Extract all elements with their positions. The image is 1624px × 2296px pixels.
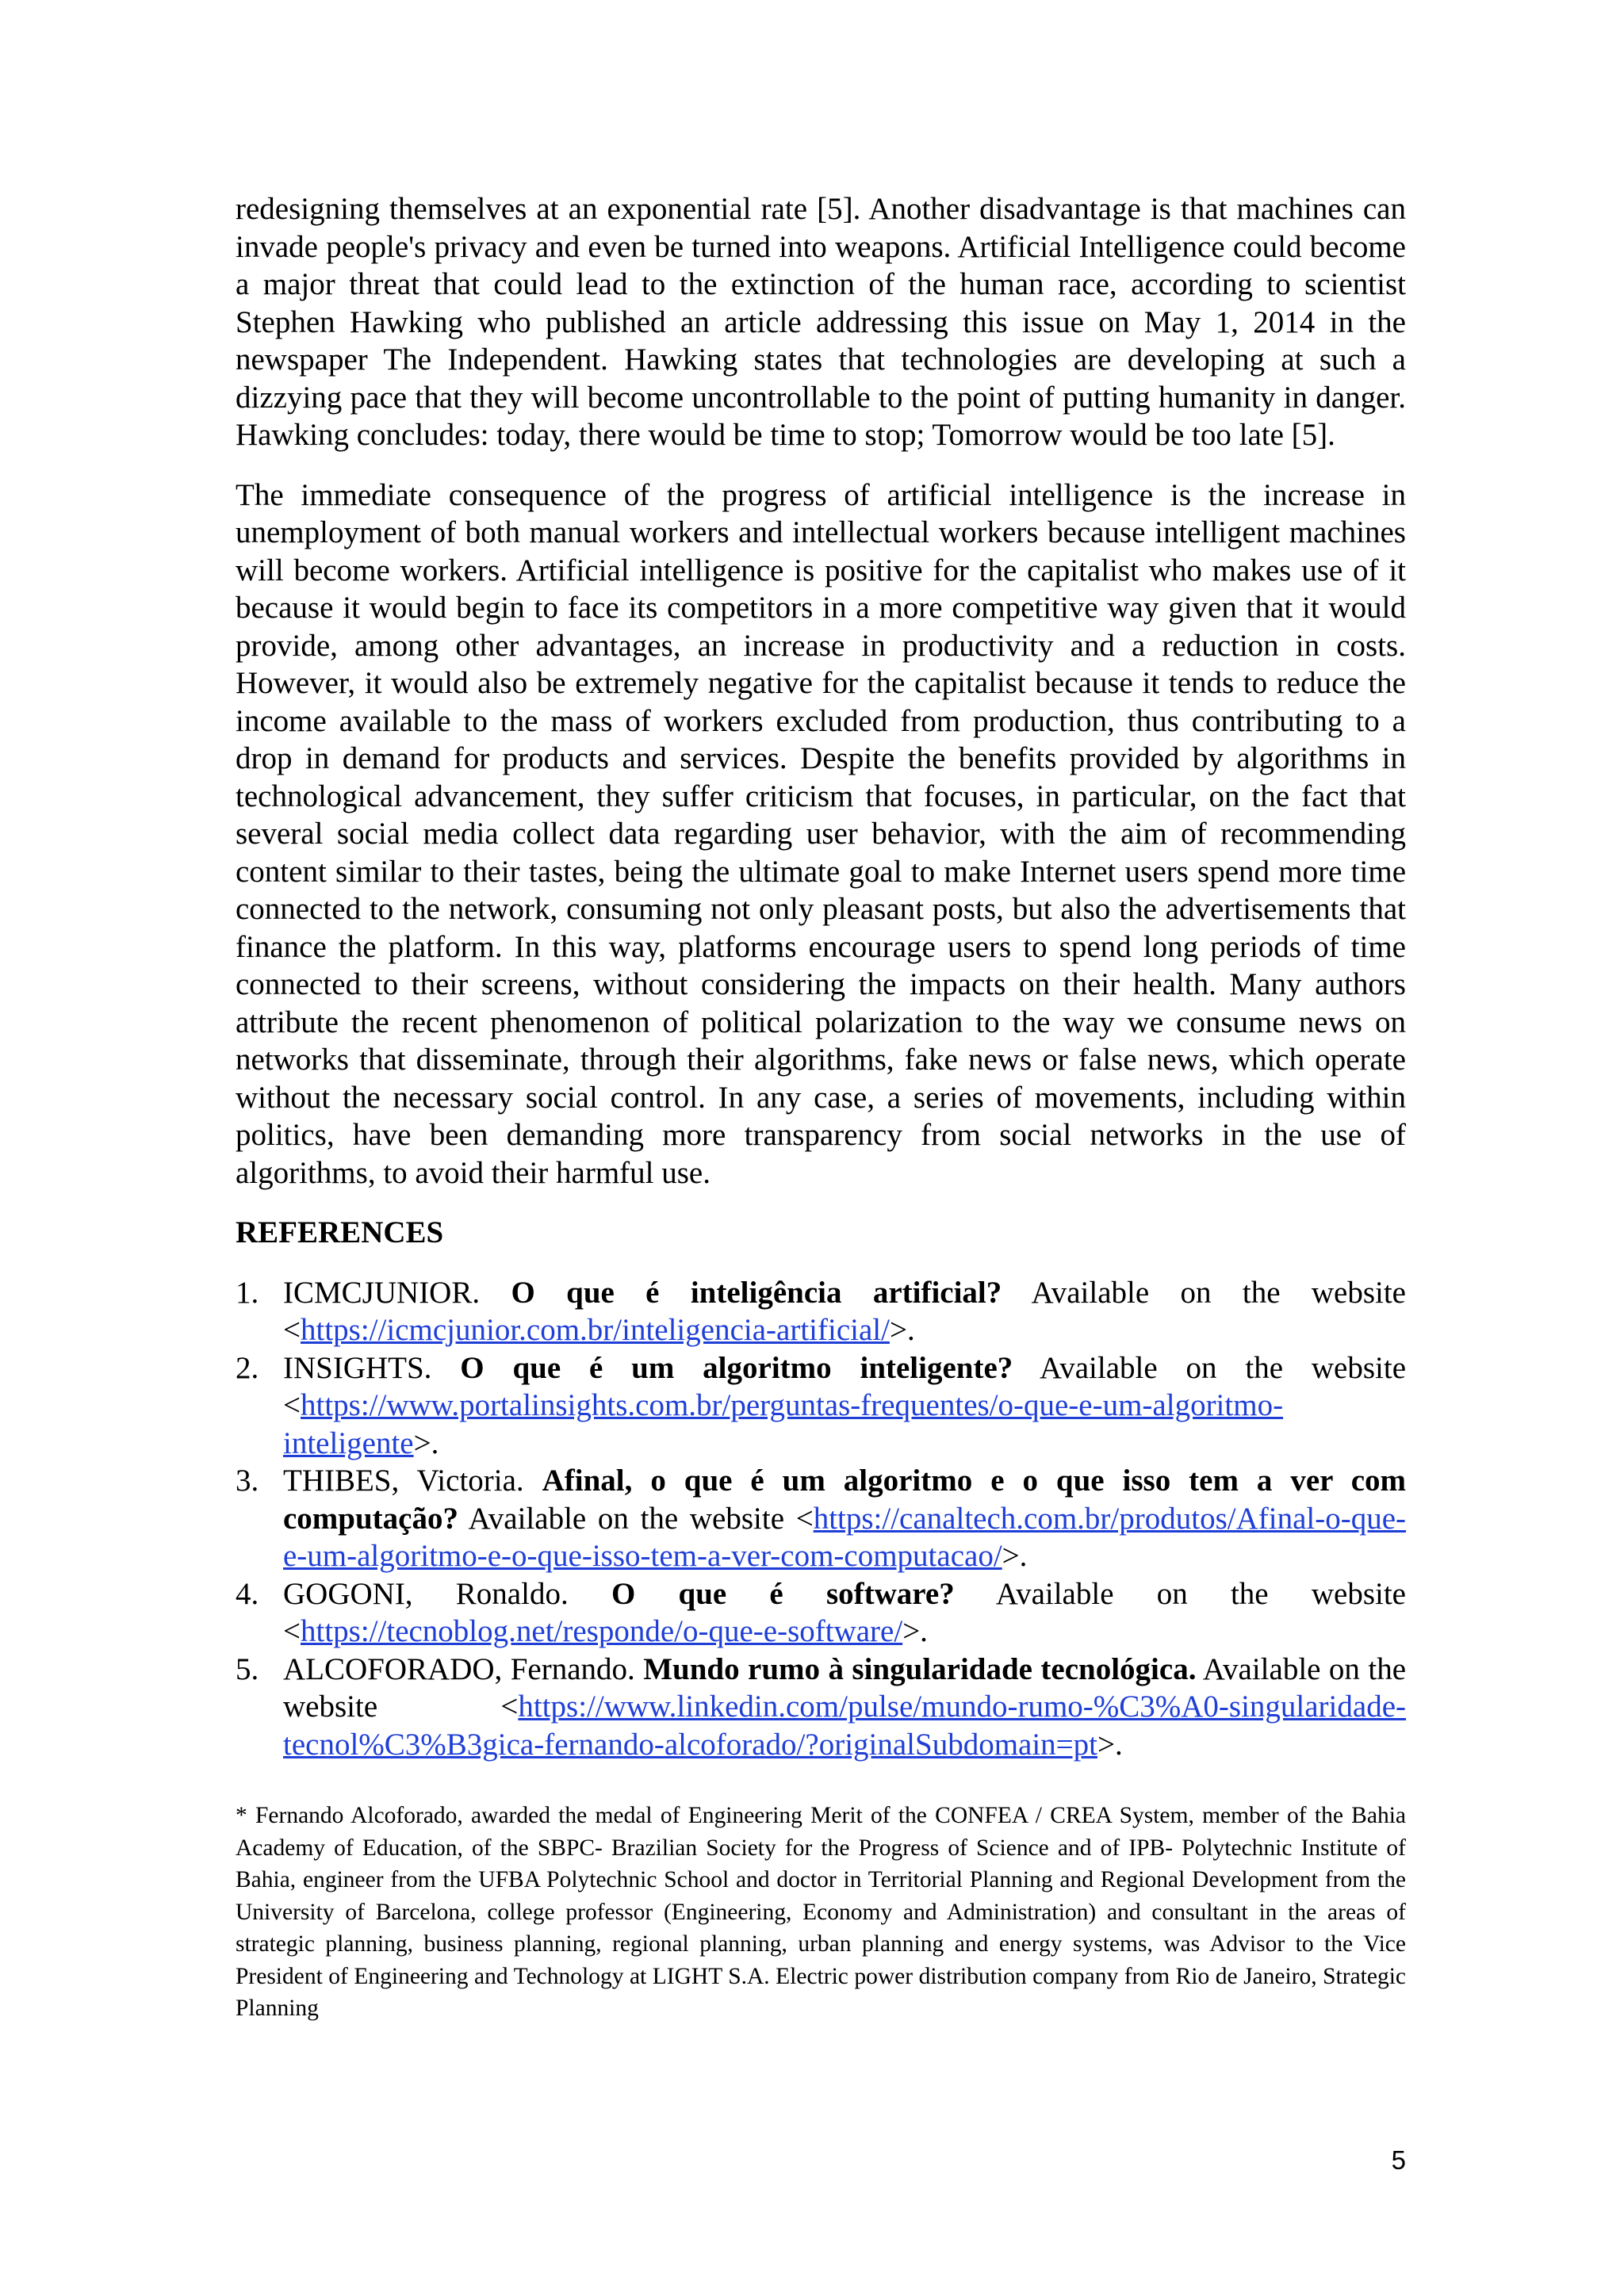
reference-link[interactable]: https://canaltech.com.br/produtos/Afinal-o-que-e-um-algoritmo-e-o-que-isso-tem-a-ver-com-computacao/ bbox=[283, 1501, 1406, 1573]
reference-item bbox=[236, 1349, 1406, 1463]
reference-end: >. bbox=[1002, 1539, 1028, 1573]
page-number: 5 bbox=[1391, 2145, 1406, 2175]
reference-title: Afinal, o que é um algoritmo e o que isso tem a ver com computação? bbox=[283, 1464, 1406, 1536]
reference-availability: Available on the website < bbox=[283, 1576, 1406, 1648]
page-content bbox=[236, 190, 1406, 2025]
reference-link[interactable]: https://www.linkedin.com/pulse/mundo-rumo-%C3%A0-singularidade-tecnol%C3%B3gica-fernando-alcoforado/?originalSubdomain=pt bbox=[283, 1689, 1406, 1762]
reference-title: O que é um algoritmo inteligente? bbox=[460, 1350, 1013, 1385]
body-paragraph: redesigning themselves at an exponential rate [5]. Another disadvantage is that machines can invade people's privacy and even be turned into weapons. Artificial Intelligence could become a major threat that could lead to the extinction of the human race, according to scientist Stephen Hawking who published an article addressing this issue on May 1, 2014 in the newspaper The Independent. Hawking states that technologies are developing at such a dizzying pace that they will become uncontrollable to the point of putting humanity in danger. Hawking concludes: today, there would be time to stop; Tomorrow would be too late [5]. bbox=[236, 192, 1406, 452]
reference-end: >. bbox=[413, 1425, 439, 1460]
reference-availability: Available on the website < bbox=[283, 1651, 1407, 1724]
reference-number: 1. bbox=[236, 1275, 259, 1310]
reference-number: 2. bbox=[236, 1350, 259, 1385]
reference-author: ALCOFORADO, Fernando. bbox=[283, 1651, 644, 1686]
reference-item bbox=[236, 1462, 1406, 1575]
reference-author: GOGONI, Ronaldo. bbox=[283, 1576, 611, 1611]
references-heading: REFERENCES bbox=[236, 1215, 444, 1249]
reference-link[interactable]: https://tecnoblog.net/responde/o-que-e-software/ bbox=[301, 1614, 903, 1648]
reference-end: >. bbox=[902, 1614, 928, 1648]
reference-list bbox=[236, 1274, 1406, 1764]
author-footnote: * Fernando Alcoforado, awarded the medal of Engineering Merit of the CONFEA / CREA System, member of the Bahia Academy of Education, of the SBPC- Brazilian Society for the Progress of Science and of IPB- Polytechnic Institute of Bahia, engineer from the UFBA Polytechnic School and doctor in Territorial Planning and Regional Development from the University of Barcelona, college professor (Engineering, Economy and Administration) and consultant in the areas of strategic planning, business planning, regional planning, urban planning and energy systems, was Advisor to the Vice President of Engineering and Technology at LIGHT S.A. Electric power distribution company from Rio de Janeiro, Strategic Planning bbox=[236, 1803, 1406, 2021]
reference-item bbox=[236, 1274, 1406, 1349]
reference-item bbox=[236, 1575, 1406, 1651]
reference-number: 5. bbox=[236, 1651, 259, 1686]
reference-title: O que é inteligência artificial? bbox=[511, 1275, 1002, 1310]
reference-author: THIBES, Victoria. bbox=[283, 1464, 542, 1498]
reference-link[interactable]: https://www.portalinsights.com.br/perguntas-frequentes/o-que-e-um-algoritmo-inteligente bbox=[283, 1388, 1284, 1460]
reference-author: INSIGHTS. bbox=[283, 1350, 461, 1385]
reference-number: 4. bbox=[236, 1576, 259, 1611]
reference-title: O que é software? bbox=[611, 1576, 955, 1611]
reference-availability: Available on the website < bbox=[283, 1350, 1407, 1422]
reference-availability: Available on the website < bbox=[283, 1275, 1406, 1347]
reference-title: Mundo rumo à singularidade tecnológica. bbox=[643, 1651, 1197, 1686]
reference-link[interactable]: https://icmcjunior.com.br/inteligencia-artificial/ bbox=[301, 1313, 890, 1347]
body-paragraph: The immediate consequence of the progress of artificial intelligence is the increase in unemployment of both manual workers and intellectual workers because intelligent machines will become workers. Artificial intelligence is positive for the capitalist who makes use of it because it would begin to face its competitors in a more competitive way given that it would provide, among other advantages, an increase in productivity and a reduction in costs. However, it would also be extremely negative for the capitalist because it tends to reduce the income available to the mass of workers excluded from production, thus contributing to a drop in demand for products and services. Despite the benefits provided by algorithms in technological advancement, they suffer criticism that focuses, in particular, on the fact that several social media collect data regarding user behavior, with the aim of recommending content similar to their tastes, being the ultimate goal to make Internet users spend more time connected to the network, consuming not only pleasant posts, but also the advertisements that finance the platform. In this way, platforms encourage users to spend long periods of time connected to their screens, without considering the impacts on their health. Many authors attribute the recent phenomenon of political polarization to the way we consume news on networks that disseminate, through their algorithms, fake news or false news, which operate without the necessary social control. In any case, a series of movements, including within politics, have been demanding more transparency from social networks in the use of algorithms, to avoid their harmful use. bbox=[236, 477, 1406, 1190]
reference-end: >. bbox=[1097, 1727, 1123, 1762]
reference-end: >. bbox=[889, 1313, 915, 1347]
reference-author: ICMCJUNIOR. bbox=[283, 1275, 511, 1310]
reference-number: 3. bbox=[236, 1464, 259, 1498]
reference-availability: Available on the website < bbox=[458, 1501, 814, 1536]
reference-item bbox=[236, 1651, 1406, 1764]
